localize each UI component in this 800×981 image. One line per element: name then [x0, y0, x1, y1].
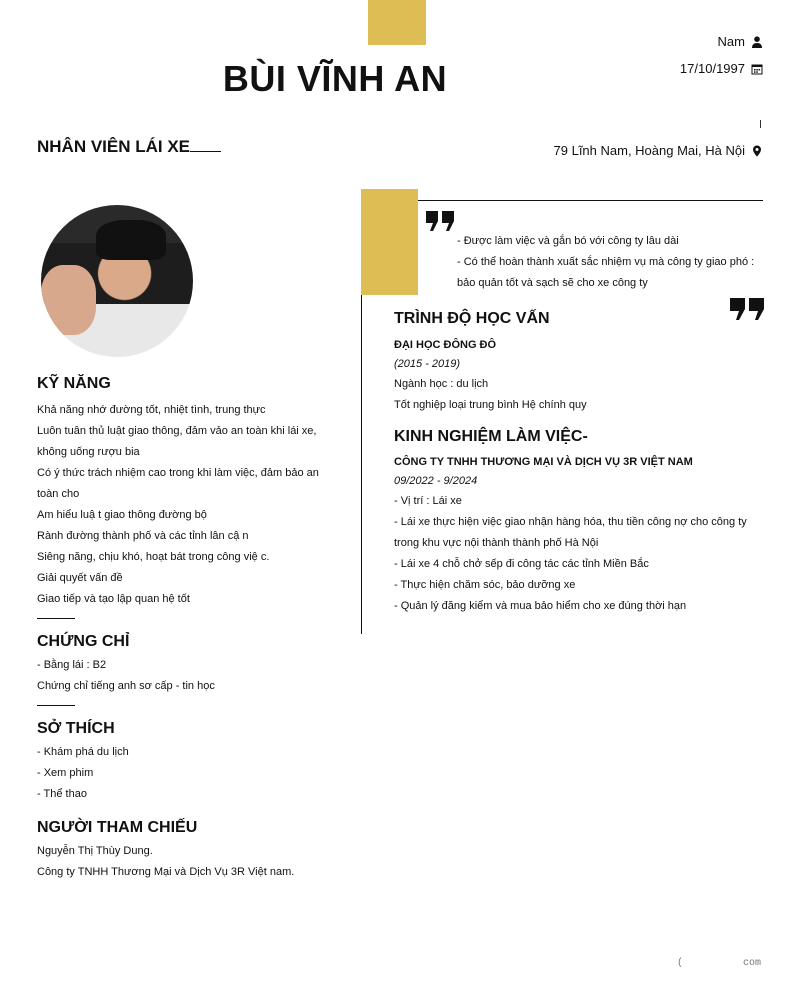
separator	[37, 705, 75, 706]
skill-item: toàn cho	[37, 488, 80, 500]
column-divider	[361, 295, 362, 634]
job-title	[37, 137, 221, 157]
skill-item: Giải quyết vấn đề	[37, 572, 123, 584]
education-heading: TRÌNH ĐỘ HỌC VẤN	[394, 310, 550, 327]
skill-item: Am hiểu luậ t giao thông đường bộ	[37, 509, 207, 521]
experience-line: - Vị trí : Lái xe	[394, 495, 462, 507]
education-period: (2015 - 2019)	[394, 358, 461, 370]
skill-item: Siêng năng, chịu khó, hoạt bát trong công việ c.	[37, 551, 270, 563]
education-line: Ngành học : du lịch	[394, 378, 489, 390]
accent-block-top	[368, 0, 426, 45]
address-row	[554, 143, 763, 158]
address: 79 Lĩnh Nam, Hoàng Mai, Hà Nội	[553, 143, 745, 158]
hobby-item: - Thể thao	[37, 788, 87, 800]
company-name: CÔNG TY TNHH THƯƠNG MẠI VÀ DỊCH VỤ 3R VIỆT NAM	[394, 456, 693, 468]
gender: Nam	[717, 34, 745, 49]
hobby-item: - Xem phim	[37, 767, 94, 779]
skill-item: Luôn tuân thủ luật giao thông, đảm vảo an toàn khi lái xe,	[37, 425, 317, 437]
objective-line: - Có thể hoàn thành xuất sắc nhiệm vụ mà công ty giao phó :	[457, 256, 755, 268]
accent-block-objective	[361, 189, 418, 295]
school-name: ĐẠI HỌC ĐÔNG ĐÔ	[394, 339, 497, 351]
footer-text: ( com	[677, 958, 762, 969]
references-heading: NGƯỜI THAM CHIẾU	[37, 819, 198, 836]
skill-item: Có ý thức trách nhiệm cao trong khi làm việc, đảm bảo an	[37, 467, 319, 479]
profile-photo	[41, 205, 193, 357]
person-icon	[751, 36, 763, 48]
left-column	[37, 375, 337, 883]
hobbies-heading: SỞ THÍCH	[37, 720, 115, 737]
experience-line: - Lái xe 4 chỗ chở sếp đi công tác các tỉnh Miền Bắc	[394, 558, 649, 570]
objective-line: bảo quản tốt và sạch sẽ cho xe công ty	[457, 277, 648, 289]
reference-item: Công ty TNHH Thương Mại và Dịch Vụ 3R Việt nam.	[37, 866, 295, 878]
skills-heading: KỸ NĂNG	[37, 375, 111, 392]
skill-item: Giao tiếp và tạo lập quan hệ tốt	[37, 593, 190, 605]
experience-period: 09/2022 - 9/2024	[394, 475, 478, 487]
gender-row	[718, 34, 763, 49]
certificate-item: Chứng chỉ tiếng anh sơ cấp - tin học	[37, 680, 215, 692]
experience-line: - Lái xe thực hiện việc giao nhận hàng hóa, thu tiền công nợ cho công ty	[394, 516, 747, 528]
divider-mark	[760, 120, 761, 128]
certificates-heading: CHỨNG CHỈ	[37, 633, 130, 650]
objective-rule	[418, 200, 763, 201]
certificate-item: - Bằng lái : B2	[37, 659, 107, 671]
birthdate: 17/10/1997	[679, 61, 745, 76]
skill-item: không uống rượu bia	[37, 446, 140, 458]
objective-line: - Được làm việc và gắn bó với công ty lâu dài	[457, 235, 679, 247]
job-title-text: NHÂN VIÊN LÁI XE	[37, 137, 191, 156]
skill-item: Khả năng nhớ đường tốt, nhiệt tình, trung thực	[37, 404, 266, 416]
hobby-item: - Khám phá du lịch	[37, 746, 129, 758]
right-column	[394, 310, 774, 617]
experience-line: trong khu vực nội thành thành phố Hà Nội	[394, 537, 599, 549]
objective-text	[457, 231, 767, 294]
experience-line: - Quản lý đăng kiểm và mua bảo hiểm cho xe đúng thời hạn	[394, 600, 687, 612]
reference-item: Nguyễn Thị Thùy Dung.	[37, 845, 153, 857]
birthdate-row	[680, 61, 763, 76]
skill-item: Rành đường thành phố và các tỉnh lân cậ n	[37, 530, 249, 542]
separator	[37, 618, 75, 619]
quote-open-icon	[426, 211, 456, 231]
education-line: Tốt nghiệp loại trung bình Hệ chính quy	[394, 399, 587, 411]
candidate-name: BÙI VĨNH AN	[222, 58, 448, 99]
calendar-icon	[751, 63, 763, 75]
experience-line: - Thực hiện chăm sóc, bảo dưỡng xe	[394, 579, 576, 591]
location-pin-icon	[751, 145, 763, 157]
experience-heading: KINH NGHIỆM LÀM VIỆC-	[394, 428, 588, 445]
